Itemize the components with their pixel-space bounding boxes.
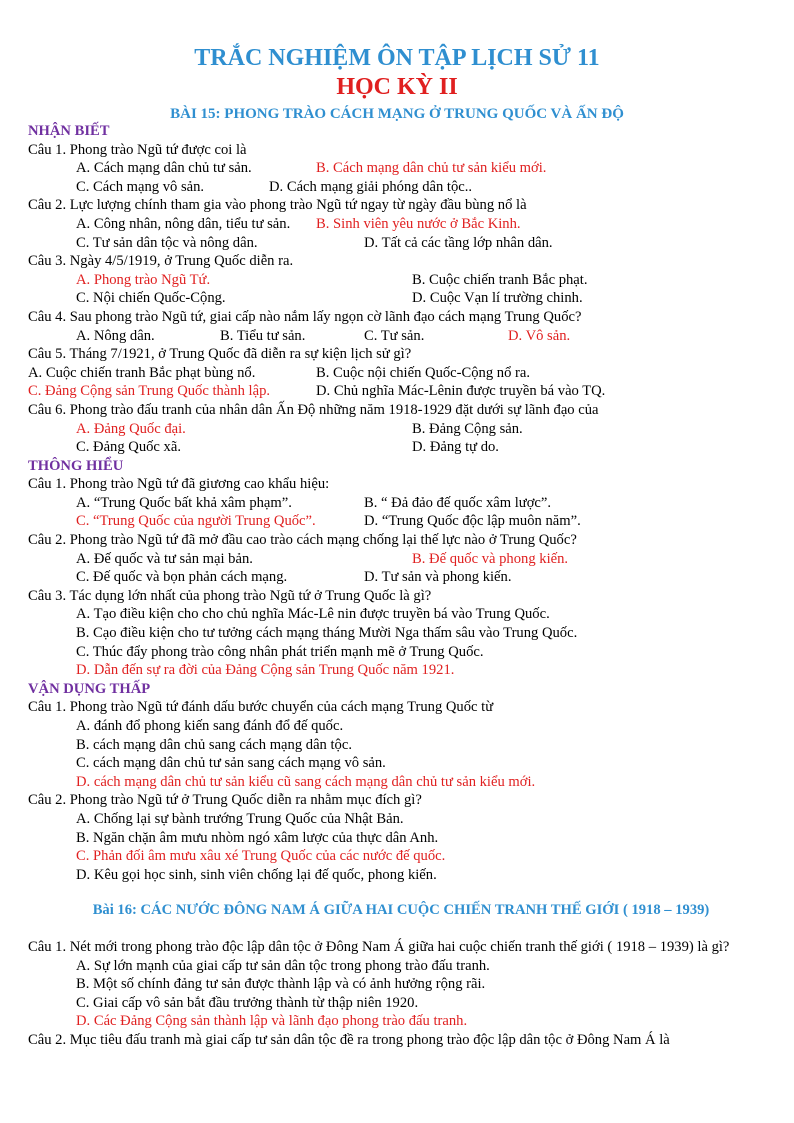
option-b-correct: B. Cách mạng dân chủ tư sản kiểu mới. <box>316 160 547 177</box>
option-c: C. Đảng Quốc xã. <box>76 439 181 456</box>
answer-row <box>28 289 774 308</box>
option-b: B. Một số chính đảng tư sản được thành lập và có ảnh hưởng rộng rãi. <box>76 976 486 993</box>
option-a-correct: A. Phong trào Ngũ Tứ. <box>76 271 211 288</box>
option-b: B. cách mạng dân chủ sang cách mạng dân tộc. <box>76 736 352 753</box>
option-c: C. Nội chiến Quốc-Cộng. <box>76 290 226 307</box>
question-text: Câu 6. Phong trào đấu tranh của nhân dân Ấn Độ những năm 1918-1929 đặt dưới sự lãnh đạo của <box>28 401 599 418</box>
option-d: D. Cách mạng giải phóng dân tộc.. <box>269 178 473 195</box>
option-b: B. Đảng Cộng sản. <box>412 420 523 437</box>
question-text: Câu 2. Lực lượng chính tham gia vào phong trào Ngũ tứ ngay từ ngày đầu bùng nổ là <box>28 197 527 214</box>
answer-row <box>28 159 774 178</box>
option-a-correct: A. Đảng Quốc đại. <box>76 420 186 437</box>
option-c: C. Đế quốc và bọn phản cách mạng. <box>76 569 288 586</box>
answer-row <box>28 382 774 401</box>
option-a: A. Cách mạng dân chủ tư sản. <box>76 160 252 177</box>
answer-row <box>28 178 774 197</box>
question-text: Câu 1. Phong trào Ngũ tứ đánh dấu bước chuyển của cách mạng Trung Quốc từ <box>28 699 494 716</box>
option-c: C. Tư sản dân tộc và nông dân. <box>76 234 258 251</box>
option-d: D. Kêu gọi học sinh, sinh viên chống lại đế quốc, phong kiến. <box>76 866 437 883</box>
question-text: Câu 3. Ngày 4/5/1919, ở Trung Quốc diễn ra. <box>28 253 294 270</box>
option-d: D. Tư sản và phong kiến. <box>364 569 512 586</box>
semester-title: HỌC KỲ II <box>336 74 458 100</box>
option-c: C. Giai cấp vô sản bắt đầu trưởng thành từ thập niên 1920. <box>76 994 419 1011</box>
option-a: A. “Trung Quốc bất khả xâm phạm”. <box>76 494 292 511</box>
option-a: A. Công nhân, nông dân, tiểu tư sản. <box>76 215 291 232</box>
option-d: D. “Trung Quốc độc lập muôn năm”. <box>364 513 581 530</box>
lesson-16-title: Bài 16: CÁC NƯỚC ĐÔNG NAM Á GIỮA HAI CUỘC CHIẾN TRANH THẾ GIỚI ( 1918 – 1939) <box>92 902 710 919</box>
question-text: Câu 1. Phong trào Ngũ tứ đã giương cao khẩu hiệu: <box>28 476 330 493</box>
answer-row <box>28 512 774 531</box>
option-a: A. Cuộc chiến tranh Bắc phạt bùng nổ. <box>28 364 256 381</box>
option-d: D. Cuộc Vạn lí trường chinh. <box>412 290 583 307</box>
option-c-correct: C. Phản đối âm mưu xâu xé Trung Quốc của các nước đế quốc. <box>76 848 446 865</box>
section-thong-hieu: THÔNG HIỂU <box>28 457 124 474</box>
question-text: Câu 3. Tác dụng lớn nhất của phong trào Ngũ tứ ở Trung Quốc là gì? <box>28 587 432 604</box>
option-a: A. đánh đổ phong kiến sang đánh đổ đế quốc. <box>76 718 344 734</box>
option-c-correct: C. “Trung Quốc của người Trung Quốc”. <box>76 513 316 530</box>
option-d-correct: D. Dẫn đến sự ra đời của Đảng Cộng sản Trung Quốc năm 1921. <box>76 662 455 679</box>
question-text: Câu 1. Nét mới trong phong trào độc lập dân tộc ở Đông Nam Á giữa hai cuộc chiến tranh thế giới ( 1918 – 1939) là gì? <box>28 938 730 955</box>
question-text: Câu 2. Mục tiêu đấu tranh mà giai cấp tư sản dân tộc đề ra trong phong trào độc lập dân tộc ở Đông Nam Á là <box>28 1031 670 1048</box>
option-d: D. Đảng tự do. <box>412 439 499 456</box>
option-b: B. Cuộc nội chiến Quốc-Cộng nổ ra. <box>316 364 531 381</box>
question-text: Câu 1. Phong trào Ngũ tứ được coi là <box>28 141 247 158</box>
option-a: A. Sự lớn mạnh của giai cấp tư sản dân tộc trong phong trào đấu tranh. <box>76 957 490 974</box>
option-d-correct: D. Các Đảng Cộng sản thành lập và lãnh đạo phong trào đấu tranh. <box>76 1013 468 1030</box>
lesson-15-title: BÀI 15: PHONG TRÀO CÁCH MẠNG Ở TRUNG QUỐC VÀ ẤN ĐỘ <box>170 106 624 122</box>
section-nhan-biet: NHẬN BIẾT <box>28 123 110 139</box>
option-b: B. Ngăn chặn âm mưu nhòm ngó xâm lược của thực dân Anh. <box>76 829 439 846</box>
answer-row <box>28 550 774 569</box>
option-b: B. Tiểu tư sản. <box>220 327 306 344</box>
answer-row <box>28 438 774 457</box>
answer-row <box>28 568 774 587</box>
option-b-correct: B. Đế quốc và phong kiến. <box>412 550 569 567</box>
answer-row <box>28 234 774 253</box>
section-van-dung-thap: VẬN DỤNG THẤP <box>28 680 151 697</box>
option-d-correct: D. cách mạng dân chủ tư sản kiểu cũ sang cách mạng dân chủ tư sản kiểu mới. <box>76 773 536 790</box>
answer-row <box>28 494 774 513</box>
option-b-correct: B. Sinh viên yêu nước ở Bắc Kinh. <box>316 215 521 232</box>
answer-row <box>28 364 774 383</box>
option-a: A. Chống lại sự bành trướng Trung Quốc của Nhật Bản. <box>76 810 404 827</box>
option-c: C. Thúc đẩy phong trào công nhân phát triển mạnh mẽ ở Trung Quốc. <box>76 643 484 660</box>
option-c: C. cách mạng dân chủ tư sản sang cách mạng vô sản. <box>76 755 386 772</box>
option-c-correct: C. Đảng Cộng sản Trung Quốc thành lập. <box>28 383 271 400</box>
option-d: D. Chủ nghĩa Mác-Lênin được truyền bá vào TQ. <box>316 383 606 400</box>
option-d-correct: D. Vô sản. <box>508 327 571 344</box>
option-c: C. Cách mạng vô sản. <box>76 178 205 195</box>
option-b: B. Cạo điều kiện cho tư tưởng cách mạng tháng Mười Nga thấm sâu vào Trung Quốc. <box>76 625 578 642</box>
question-text: Câu 2. Phong trào Ngũ tứ ở Trung Quốc diễn ra nhằm mục đích gì? <box>28 792 422 809</box>
answer-row <box>28 215 774 234</box>
option-d: D. Tất cả các tầng lớp nhân dân. <box>364 234 553 251</box>
option-b: B. Cuộc chiến tranh Bắc phạt. <box>412 271 588 288</box>
question-text: Câu 4. Sau phong trào Ngũ tứ, giai cấp nào nắm lấy ngọn cờ lãnh đạo cách mạng Trung Quốc? <box>28 308 582 325</box>
answer-row <box>28 327 774 346</box>
document-body <box>28 122 774 1050</box>
question-text: Câu 2. Phong trào Ngũ tứ đã mở đầu cao trào cách mạng chống lại thế lực nào ở Trung Quốc? <box>28 532 577 549</box>
answer-row <box>28 420 774 439</box>
document-title: TRẮC NGHIỆM ÔN TẬP LỊCH SỬ 11 <box>194 45 600 71</box>
option-a: A. Tạo điều kiện cho cho chủ nghĩa Mác-Lê nin được truyền bá vào Trung Quốc. <box>76 606 550 623</box>
option-b: B. “ Đả đảo đế quốc xâm lược”. <box>364 494 552 511</box>
answer-row <box>28 271 774 290</box>
option-a: A. Đế quốc và tư sản mại bản. <box>76 550 253 567</box>
option-a: A. Nông dân. <box>76 327 155 344</box>
question-text: Câu 5. Tháng 7/1921, ở Trung Quốc đã diễn ra sự kiện lịch sử gì? <box>28 346 412 363</box>
option-c: C. Tư sản. <box>364 327 425 344</box>
